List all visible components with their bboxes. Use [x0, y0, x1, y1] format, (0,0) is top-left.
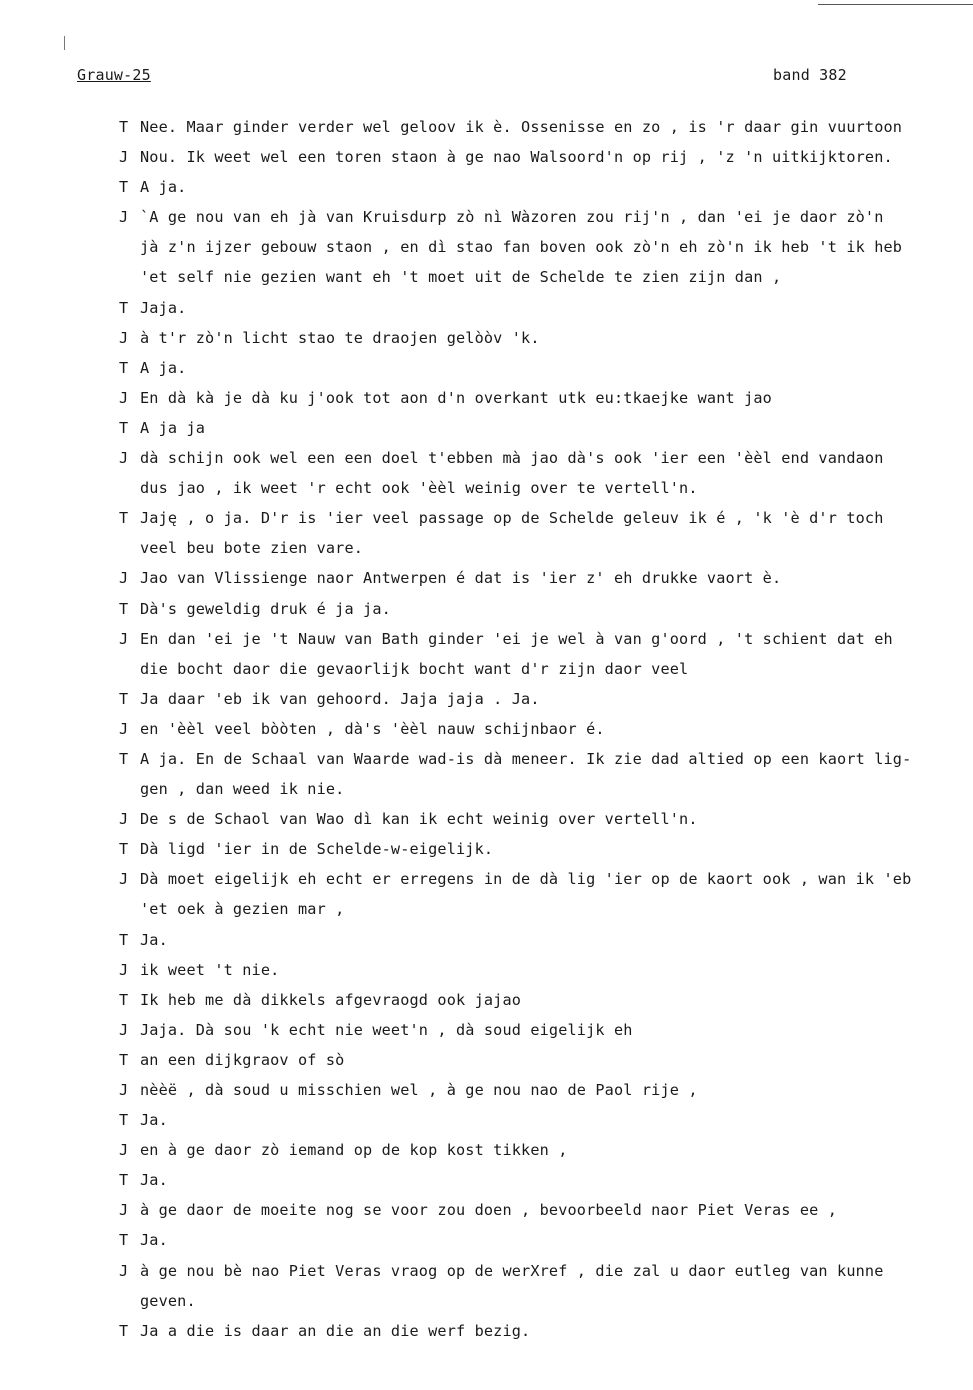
transcript-line: [0, 538, 973, 568]
transcript-line: [0, 719, 973, 749]
speaker-label: J: [119, 1261, 129, 1280]
transcript-line: [0, 809, 973, 839]
speaker-label: J: [119, 1081, 129, 1099]
utterance-text: Nee. Maar ginder verder wel geloov ik è. Ossenisse en zo , is 'r daar gin vuurtoon: [140, 118, 903, 136]
utterance-continuation: dus jao , ik weet 'r echt ook 'èèl weinig over te vertell'n.: [140, 479, 698, 498]
speaker-label: T: [119, 599, 129, 618]
speaker-label: J: [119, 1201, 129, 1220]
transcript-line: [0, 869, 973, 899]
transcript-line: [0, 1020, 973, 1050]
transcript-line: [0, 1200, 973, 1230]
utterance-text: en à ge daor zò iemand op de kop kost tikken ,: [140, 1141, 568, 1160]
transcript-line: [0, 177, 973, 207]
transcript-line: [0, 388, 973, 418]
transcript-line: [0, 1291, 973, 1321]
transcript-line: [0, 207, 973, 237]
speaker-label: J: [119, 719, 129, 738]
speaker-label: T: [119, 1231, 129, 1250]
transcript-line: [0, 298, 973, 328]
utterance-text: nèèë , dà soud u misschien wel , à ge nou nao de Paol rije ,: [140, 1081, 698, 1099]
speaker-label: J: [119, 388, 129, 407]
utterance-text: En dà kà je dà ku j'ook tot aon d'n overkant utk eu:tkaejke want jao: [140, 388, 772, 407]
utterance-continuation: geven.: [140, 1291, 196, 1310]
transcript-line: [0, 749, 973, 779]
speaker-label: J: [119, 328, 129, 347]
speaker-label: T: [119, 749, 129, 768]
speaker-label: T: [119, 689, 129, 708]
utterance-text: Ja.: [140, 930, 168, 949]
utterance-text: Jao van Vlissienge naor Antwerpen é dat is 'ier z' eh drukke vaort è.: [140, 569, 782, 588]
transcript-line: [0, 689, 973, 719]
utterance-text: A ja.: [140, 178, 187, 197]
transcript-line: [0, 629, 973, 659]
transcript-line: [0, 1261, 973, 1291]
speaker-label: J: [119, 569, 129, 588]
transcript-line: [0, 267, 973, 297]
transcript-line: [0, 1321, 973, 1351]
transcript-line: [0, 478, 973, 508]
speaker-label: J: [119, 870, 129, 889]
utterance-text: A ja.: [140, 358, 187, 377]
speaker-label: T: [119, 990, 129, 1009]
utterance-continuation: 'et self nie gezien want eh 't moet uit de Schelde te zien zijn dan ,: [140, 268, 782, 287]
utterance-text: Ja daar 'eb ik van gehoord. Jaja jaja . Ja.: [140, 689, 540, 708]
utterance-text: Ja.: [140, 1111, 168, 1130]
utterance-text: Ja.: [140, 1231, 168, 1250]
utterance-text: an een dijkgraov of sò: [140, 1050, 345, 1069]
utterance-text: Dà's geweldig druk é ja ja.: [140, 599, 391, 618]
transcript-line: [0, 659, 973, 689]
utterance-text: Ja.: [140, 1171, 168, 1190]
speaker-label: J: [119, 810, 129, 829]
transcript-line: [0, 1170, 973, 1200]
utterance-text: A ja ja: [140, 418, 206, 437]
utterance-text: Jaja.: [140, 298, 187, 317]
utterance-text: Ja a die is daar an die an die werf bezig.: [140, 1321, 531, 1340]
utterance-continuation: veel beu bote zien vare.: [140, 539, 364, 558]
utterance-continuation: jà z'n ijzer gebouw staon , en dì stao fan boven ook zò'n eh zò'n ik heb 't ik heb: [140, 238, 903, 257]
transcript-line: [0, 1110, 973, 1140]
transcript-line: [0, 779, 973, 809]
speaker-label: T: [119, 930, 129, 949]
utterance-text: Dà ligd 'ier in de Schelde-w-eigelijk.: [140, 840, 494, 859]
utterance-continuation: gen , dan weed ik nie.: [140, 780, 345, 799]
speaker-label: T: [119, 178, 129, 197]
utterance-text: Ik heb me dà dikkels afgevraogd ook jajao: [140, 990, 522, 1009]
top-rule: [818, 4, 973, 5]
transcript-line: [0, 328, 973, 358]
utterance-text: En dan 'ei je 't Nauw van Bath ginder 'ei je wel à van g'oord , 't schient dat eh: [140, 629, 893, 648]
transcript-line: [0, 839, 973, 869]
speaker-label: J: [119, 208, 129, 227]
transcript-line: [0, 568, 973, 598]
utterance-text: à t'r zò'n licht stao te draojen gelòòv 'k.: [140, 328, 540, 347]
speaker-label: T: [119, 840, 129, 859]
transcript-line: [0, 418, 973, 448]
speaker-label: T: [119, 1050, 129, 1069]
transcript-id: Grauw-25: [77, 66, 151, 84]
utterance-text: en 'èèl veel bòòten , dà's 'èèl nauw schijnbaor é.: [140, 719, 605, 738]
speaker-label: T: [119, 1321, 129, 1340]
transcript-line: [0, 358, 973, 388]
utterance-text: `A ge nou van eh jà van Kruisdurp zò nì Wàzoren zou rij'n , dan 'ei je daor zò'n: [140, 208, 884, 227]
speaker-label: J: [119, 960, 129, 979]
tape-number: band 382: [773, 66, 847, 84]
transcript-line: [0, 508, 973, 538]
utterance-text: dà schijn ook wel een een doel t'ebben mà jao dà's ook 'ier een 'èèl end vandaon: [140, 449, 884, 468]
utterance-text: Dà moet eigelijk eh echt er erregens in de dà lig 'ier op de kaort ook , wan ik 'eb: [140, 870, 912, 889]
utterance-continuation: 'et oek à gezien mar ,: [140, 900, 345, 919]
speaker-label: T: [119, 509, 129, 528]
margin-mark: [64, 36, 65, 50]
utterance-text: Nou. Ik weet wel een toren staon à ge nao Walsoord'n op rij , 'z 'n uitkijktoren.: [140, 148, 893, 167]
transcript-line: [0, 1050, 973, 1080]
transcript-line: [0, 930, 973, 960]
transcript-line: [0, 237, 973, 267]
transcript-line: [0, 899, 973, 929]
transcript-line: [0, 1230, 973, 1260]
utterance-text: à ge daor de moeite nog se voor zou doen , bevoorbeeld naor Piet Veras ee ,: [140, 1201, 838, 1220]
utterance-text: De s de Schaol van Wao dì kan ik echt weinig over vertell'n.: [140, 810, 698, 829]
speaker-label: T: [119, 298, 129, 317]
transcript-line: [0, 990, 973, 1020]
speaker-label: T: [119, 1171, 129, 1190]
transcript-body: [0, 117, 973, 1351]
transcript-line: [0, 960, 973, 990]
utterance-text: A ja. En de Schaal van Waarde wad-is dà meneer. Ik zie dad altied op een kaort lig-: [140, 749, 912, 768]
speaker-label: T: [119, 1111, 129, 1130]
speaker-label: T: [119, 418, 129, 437]
transcript-line: [0, 117, 973, 147]
speaker-label: T: [119, 358, 129, 377]
utterance-continuation: die bocht daor die gevaorlijk bocht want d'r zijn daor veel: [140, 659, 689, 678]
transcript-line: [0, 599, 973, 629]
utterance-text: Jaja. Dà sou 'k echt nie weet'n , dà soud eigelijk eh: [140, 1020, 633, 1039]
utterance-text: Jaję , o ja. D'r is 'ier veel passage op de Schelde geleuv ik é , 'k 'è d'r toch: [140, 509, 884, 528]
transcript-line: [0, 1080, 973, 1110]
transcript-line: [0, 448, 973, 478]
transcript-line: [0, 147, 973, 177]
speaker-label: J: [119, 629, 129, 648]
speaker-label: J: [119, 1020, 129, 1039]
speaker-label: J: [119, 148, 129, 167]
speaker-label: T: [119, 118, 129, 136]
speaker-label: J: [119, 449, 129, 468]
utterance-text: ik weet 't nie.: [140, 960, 280, 979]
utterance-text: à ge nou bè nao Piet Veras vraog op de werXref , die zal u daor eutleg van kunne: [140, 1261, 884, 1280]
speaker-label: J: [119, 1141, 129, 1160]
transcript-line: [0, 1140, 973, 1170]
